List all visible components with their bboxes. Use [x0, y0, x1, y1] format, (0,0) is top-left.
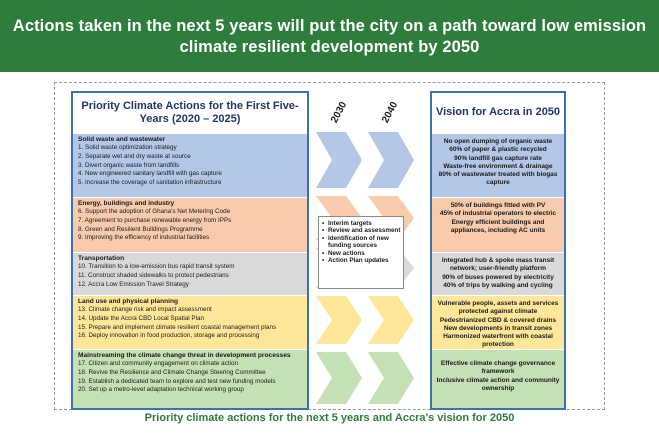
action-item: 2. Separate wet and dry waste at source — [78, 153, 191, 160]
review-item: • Action Plan updates — [322, 257, 401, 264]
vision-line: 45% of industrial operators to electric — [439, 210, 557, 218]
action-item: 19. Establish a dedicated team to explore and test new funding models — [78, 377, 276, 385]
vision-title-text: Vision for Accra in 2050 — [435, 106, 561, 118]
vision-line: 90% landfill gas capture rate — [454, 154, 542, 162]
section-heading: Land use and physical planning — [78, 298, 179, 305]
vision-line: Inclusive climate action and community ownership — [436, 376, 560, 392]
vision-line: Integrated hub & spoke mass transit network; user-friendly platform — [441, 257, 555, 273]
review-item: • Interim targets — [322, 220, 401, 227]
action-item: 12. Accra Low Emission Travel Strategy — [78, 280, 189, 288]
vision-mainstreaming — [432, 349, 564, 408]
vision-land-use — [432, 295, 564, 349]
section-heading: Mainstreaming the climate change threat in development processes — [78, 352, 291, 359]
section-heading: Solid waste and wastewater — [78, 136, 166, 143]
year-label-2030: 2030 — [329, 100, 350, 125]
vision-line: Effective climate change governance framework — [440, 360, 556, 376]
section-heading: Transportation — [78, 255, 125, 262]
vision-line: Pedestrianized CBD & covered drains — [439, 316, 557, 324]
action-item: 6. Support the adoption of Ghana's Net Metering Code — [78, 208, 231, 216]
section-land-use — [73, 295, 307, 349]
action-item: 13. Climate change risk and impact assessment — [78, 306, 212, 314]
action-item: 1. Solid waste optimization strategy — [78, 144, 177, 152]
review-item: • New actions — [322, 250, 401, 257]
action-item: 5. Increase the coverage of sanitation infrastructure — [78, 178, 222, 186]
vision-energy — [432, 197, 564, 252]
action-item: 20. Set up a metro-level adaptation technical working group — [78, 386, 244, 394]
section-mainstreaming — [73, 349, 307, 408]
figure-caption: Priority climate actions for the next 5 years and Accra's vision for 2050 — [144, 412, 515, 424]
vision-line: New developments in transit zones — [443, 324, 553, 332]
chevron-row-mainstreaming — [316, 352, 414, 404]
chevron-row-solid-waste — [316, 132, 414, 188]
priority-actions-panel — [71, 91, 309, 410]
review-item: • Identification of new funding sources — [322, 235, 401, 250]
vision-line: Energy efficient buildings and appliances, including AC units — [450, 218, 546, 234]
vision-line: 80% of wastewater treated with biogas capture — [438, 171, 558, 187]
vision-solid-waste — [432, 133, 564, 197]
action-item: 10. Transition to a low-emission bus rapid transit system — [78, 263, 235, 271]
action-item: 14. Update the Accra CBD Local Spatial Plan — [78, 315, 205, 322]
vision-line: Waste-free environment & drainage — [443, 162, 553, 170]
vision-line: 50% of buildings fitted with PV — [450, 202, 546, 209]
section-solid-waste — [73, 133, 307, 197]
vision-line: 90% of buses powered by electricity — [442, 273, 554, 281]
priority-actions-title-text: Priority Climate Actions for the First Five-Years (2020 – 2025) — [81, 100, 299, 125]
action-item: 18. Revive the Resilience and Climate Change Steering Committee — [78, 369, 266, 376]
action-item: 16. Deploy innovation in food production, storage and processing — [78, 332, 260, 340]
vision-title — [432, 93, 564, 133]
banner-title: Actions taken in the next 5 years will put the city on a path toward low emission climate resilient development by 2050 — [12, 17, 647, 56]
action-item: 11. Construct shaded sidewalks to protect pedestrians — [78, 272, 229, 279]
section-heading: Energy, buildings and industry — [78, 200, 175, 207]
vision-line: 60% of paper & plastic recycled — [449, 146, 547, 154]
review-process-box — [318, 216, 404, 289]
vision-line: No open dumping of organic waste — [443, 138, 553, 145]
section-transportation — [73, 252, 307, 295]
header-banner — [0, 0, 659, 72]
priority-actions-title — [73, 93, 307, 133]
action-item: 4. New engineered sanitary landfill with gas capture — [78, 170, 222, 178]
chevron-row-land-use — [316, 296, 414, 344]
vision-transport — [432, 252, 564, 295]
action-item: 15. Prepare and implement climate resilient coastal management plans — [78, 323, 277, 331]
action-item: 17. Citizen and community engagement on climate action — [78, 360, 238, 368]
vision-panel — [430, 91, 566, 410]
year-label-2040: 2040 — [380, 100, 401, 125]
section-energy — [73, 197, 307, 252]
vision-line: Vulnerable people, assets and services protected against climate — [437, 300, 559, 316]
action-item: 8. Green and Resilient Buildings Programme — [78, 225, 203, 233]
action-item: 7. Agreement to purchase renewable energy from IPPs — [78, 217, 232, 224]
vision-line: Harmonized waterfront with coastal protection — [443, 333, 553, 349]
action-item: 9. Improving the efficiency of industrial facilities — [78, 234, 210, 242]
vision-line: 40% of trips by walking and cycling — [443, 281, 553, 289]
review-item: • Review and assessment — [322, 227, 401, 234]
action-item: 3. Divert organic waste from landfills — [78, 161, 180, 169]
